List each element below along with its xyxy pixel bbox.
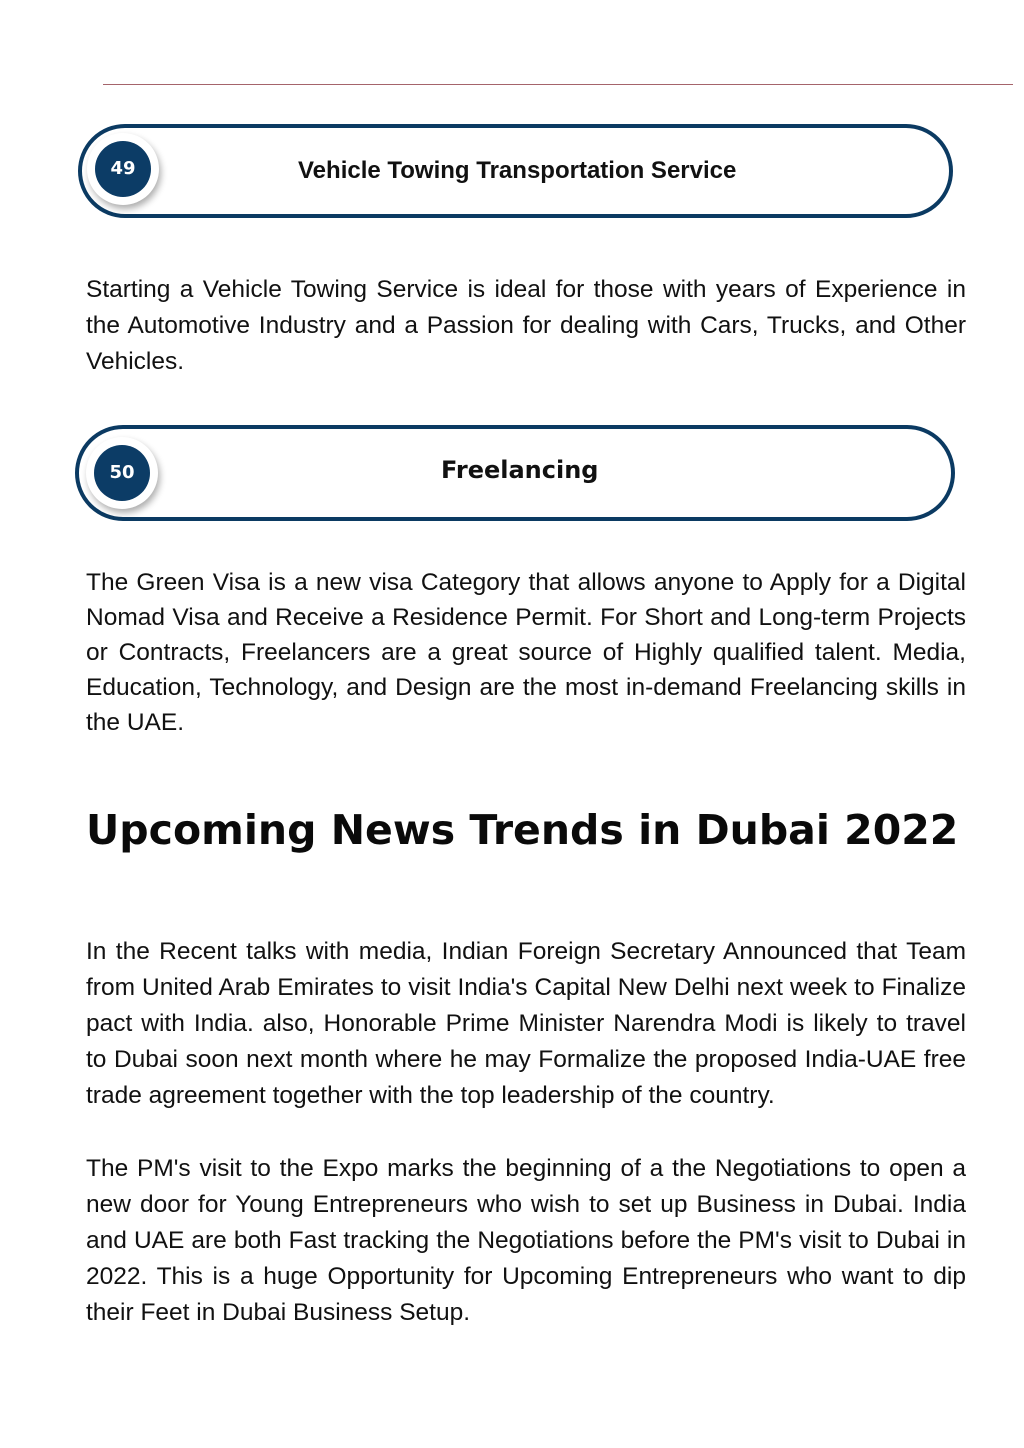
section-title-50: Freelancing	[441, 456, 599, 484]
news-heading: Upcoming News Trends in Dubai 2022	[86, 806, 959, 854]
section-body-50: The Green Visa is a new visa Category that allows anyone to Apply for a Digital Nomad Visa and Receive a Residence Permit. For Short and Long-term Projects or Contracts, Freelancers are a great source of Highly qualified talent. Media, Education, Technology, and Design are the most in-demand Freelancing skills in the UAE.	[86, 569, 966, 736]
top-divider	[103, 84, 1013, 85]
number-badge-50	[86, 437, 158, 509]
news-paragraph-1: In the Recent talks with media, Indian Foreign Secretary Announced that Team from United Arab Emirates to visit India's Capital New Delhi next week to Finalize pact with India. also, Honorable Prime Minister Narendra Modi is likely to travel to Dubai soon next month where he may Formalize the proposed India-UAE free trade agreement together with the top leadership of the country.	[86, 938, 966, 1109]
badge-number: 49	[95, 141, 151, 197]
number-badge-49	[87, 133, 159, 205]
news-paragraph-2: The PM's visit to the Expo marks the beginning of a the Negotiations to open a new door for Young Entrepreneurs who wish to set up Business in Dubai. India and UAE are both Fast tracking the Negotiations before the PM's visit to Dubai in 2022. This is a huge Opportunity for Upcoming Entrepreneurs who want to dip their Feet in Dubai Business Setup.	[86, 1155, 966, 1326]
badge-number: 50	[94, 445, 150, 501]
section-body-49: Starting a Vehicle Towing Service is ideal for those with years of Experience in the Automotive Industry and a Passion for dealing with Cars, Trucks, and Other Vehicles.	[86, 276, 966, 375]
section-title-49: Vehicle Towing Transportation Service	[298, 157, 737, 184]
